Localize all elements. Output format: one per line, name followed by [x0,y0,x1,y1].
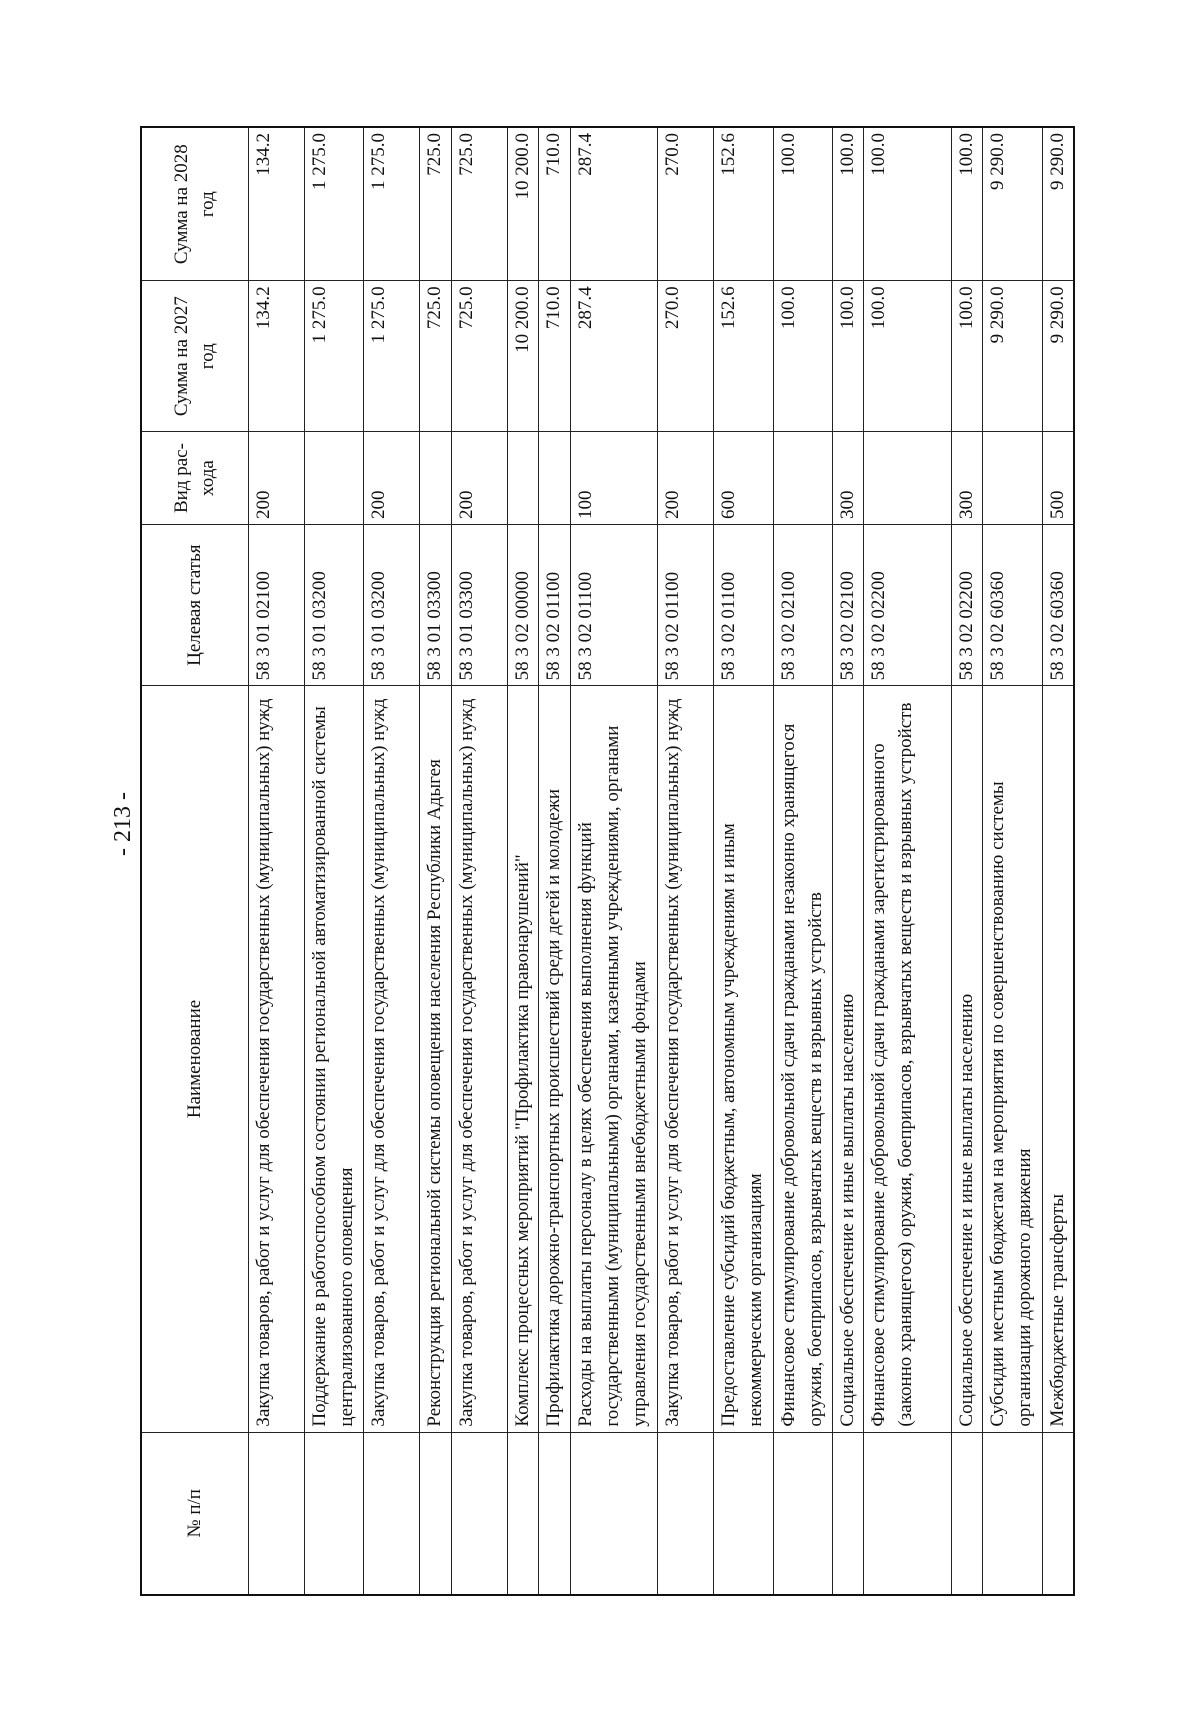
row-target: 58 3 02 01100 [714,524,773,685]
table-row [773,127,832,1595]
row-sum-2027: 9 290.0 [983,281,1042,432]
row-sum-2028: 134.2 [248,127,304,281]
row-sum-2028: 1 275.0 [304,127,363,281]
row-name: Социальное обеспечение и иные выплаты населению [952,686,983,1432]
row-target: 58 3 02 01100 [539,524,570,685]
row-expense-type: 200 [364,432,420,525]
row-number [248,1432,304,1595]
row-name: Субсидии местным бюджетам на мероприятия по совершенствованию системы организации дорожного движения [983,686,1042,1432]
row-sum-2028: 100.0 [833,127,864,281]
row-number [864,1432,952,1595]
row-number [420,1432,451,1595]
row-expense-type [983,432,1042,525]
row-number [1042,1432,1074,1595]
table-row [983,127,1042,1595]
row-sum-2028: 725.0 [420,127,451,281]
table-row [508,127,539,1595]
row-name: Предоставление субсидий бюджетным, автономным учреждениям и иным некоммерческим организациям [714,686,773,1432]
row-target: 58 3 02 02100 [833,524,864,685]
row-target: 58 3 02 60360 [1042,524,1074,685]
row-sum-2027: 1 275.0 [364,281,420,432]
row-sum-2028: 100.0 [952,127,983,281]
row-sum-2027: 10 200.0 [508,281,539,432]
table-row [952,127,983,1595]
row-sum-2028: 152.6 [714,127,773,281]
row-sum-2028: 100.0 [773,127,832,281]
row-target: 58 3 01 03300 [451,524,507,685]
header-expense-type: Вид рас- хода [141,432,248,525]
table-header-row [141,127,248,1595]
row-name: Финансовое стимулирование добровольной сдачи гражданами незаконно хранящегося оружия, боеприпасов, взрывчатых веществ и взрывных устройств [773,686,832,1432]
rotated-page-content [140,126,1075,1596]
row-expense-type: 600 [714,432,773,525]
budget-table [140,126,1075,1596]
table-body [248,127,1074,1595]
row-number [658,1432,714,1595]
row-sum-2028: 710.0 [539,127,570,281]
row-expense-type [508,432,539,525]
row-target: 58 3 02 02200 [864,524,952,685]
row-target: 58 3 02 00000 [508,524,539,685]
header-target: Целевая статья [141,524,248,685]
row-sum-2028: 100.0 [864,127,952,281]
row-expense-type [539,432,570,525]
table-row [864,127,952,1595]
table-row [451,127,507,1595]
row-target: 58 3 02 01100 [570,524,658,685]
table-row [364,127,420,1595]
row-name: Межбюджетные трансферты [1042,686,1074,1432]
row-sum-2027: 1 275.0 [304,281,363,432]
row-expense-type: 100 [570,432,658,525]
row-expense-type: 200 [248,432,304,525]
row-target: 58 3 02 02100 [773,524,832,685]
row-sum-2028: 9 290.0 [1042,127,1074,281]
row-number [833,1432,864,1595]
header-sum-2027: Сумма на 2027 год [141,281,248,432]
table-row [570,127,658,1595]
row-expense-type [773,432,832,525]
row-expense-type: 200 [658,432,714,525]
table-row [714,127,773,1595]
row-name: Расходы на выплаты персоналу в целях обеспечения выполнения функций государственными (муниципальными) органами, казенными учреждениями, органами управления государственными внебюджетными фондами [570,686,658,1432]
row-target: 58 3 01 03200 [304,524,363,685]
row-number [451,1432,507,1595]
row-target: 58 3 01 02100 [248,524,304,685]
header-sum-2028: Сумма на 2028 год [141,127,248,281]
row-sum-2027: 100.0 [833,281,864,432]
row-expense-type [420,432,451,525]
row-sum-2027: 152.6 [714,281,773,432]
row-name: Закупка товаров, работ и услуг для обеспечения государственных (муниципальных) нужд [364,686,420,1432]
row-number [304,1432,363,1595]
row-sum-2028: 287.4 [570,127,658,281]
row-name: Реконструкция региональной системы оповещения населения Республики Адыгея [420,686,451,1432]
row-expense-type [864,432,952,525]
row-name: Социальное обеспечение и иные выплаты населению [833,686,864,1432]
row-sum-2028: 1 275.0 [364,127,420,281]
header-name: Наименование [141,686,248,1432]
page-number: - 213 - [110,792,136,856]
row-number [539,1432,570,1595]
row-target: 58 3 02 60360 [983,524,1042,685]
row-number [773,1432,832,1595]
row-name: Профилактика дорожно-транспортных происшествий среди детей и молодежи [539,686,570,1432]
row-sum-2027: 710.0 [539,281,570,432]
row-number [570,1432,658,1595]
header-number: № п/п [141,1432,248,1595]
row-sum-2027: 725.0 [420,281,451,432]
table-row [248,127,304,1595]
row-sum-2027: 270.0 [658,281,714,432]
row-expense-type: 300 [833,432,864,525]
row-sum-2027: 100.0 [773,281,832,432]
row-sum-2027: 100.0 [952,281,983,432]
row-expense-type: 300 [952,432,983,525]
row-sum-2027: 287.4 [570,281,658,432]
row-name: Закупка товаров, работ и услуг для обеспечения государственных (муниципальных) нужд [451,686,507,1432]
row-name: Поддержание в работоспособном состоянии региональной автоматизированной системы централизованного оповещения [304,686,363,1432]
row-sum-2028: 9 290.0 [983,127,1042,281]
row-expense-type: 200 [451,432,507,525]
table-row [833,127,864,1595]
row-name: Закупка товаров, работ и услуг для обеспечения государственных (муниципальных) нужд [248,686,304,1432]
row-sum-2027: 725.0 [451,281,507,432]
table-row [420,127,451,1595]
row-sum-2028: 10 200.0 [508,127,539,281]
row-sum-2027: 100.0 [864,281,952,432]
table-row [1042,127,1074,1595]
row-name: Закупка товаров, работ и услуг для обеспечения государственных (муниципальных) нужд [658,686,714,1432]
row-number [952,1432,983,1595]
row-expense-type: 500 [1042,432,1074,525]
table-row [304,127,363,1595]
row-number [508,1432,539,1595]
row-target: 58 3 02 01100 [658,524,714,685]
row-number [983,1432,1042,1595]
row-sum-2028: 270.0 [658,127,714,281]
row-target: 58 3 01 03300 [420,524,451,685]
row-name: Финансовое стимулирование добровольной сдачи гражданами зарегистрированного (законно хранящегося) оружия, боеприпасов, взрывчатых веществ и взрывных устройств [864,686,952,1432]
row-number [714,1432,773,1595]
row-sum-2028: 725.0 [451,127,507,281]
row-target: 58 3 01 03200 [364,524,420,685]
row-number [364,1432,420,1595]
table-row [539,127,570,1595]
row-sum-2027: 134.2 [248,281,304,432]
row-expense-type [304,432,363,525]
table-row [658,127,714,1595]
row-name: Комплекс процессных мероприятий "Профилактика правонарушений" [508,686,539,1432]
row-sum-2027: 9 290.0 [1042,281,1074,432]
row-target: 58 3 02 02200 [952,524,983,685]
